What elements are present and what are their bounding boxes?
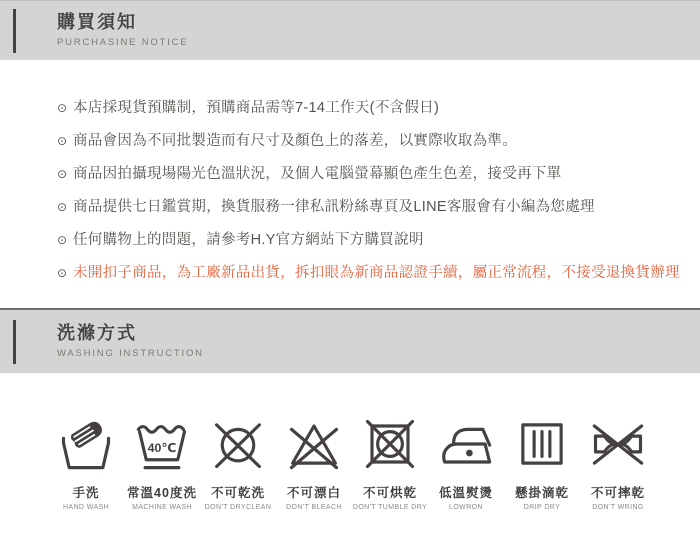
washing-icon-cell-no-tumble-dry bbox=[352, 417, 428, 511]
notice-item bbox=[57, 133, 680, 149]
no-wring-icon bbox=[591, 417, 645, 471]
washing-icon-cell-drip-dry bbox=[504, 417, 580, 511]
hand-wash-icon bbox=[59, 417, 113, 471]
notice-item bbox=[57, 100, 680, 116]
washing-icon-label-en: DON'T BLEACH bbox=[286, 504, 342, 511]
washing-icon-cell-machine-wash bbox=[124, 417, 200, 511]
notice-item bbox=[57, 166, 680, 182]
washing-icon-label-en: LOWRON bbox=[449, 504, 483, 511]
washing-icon-label-en: MACHINE WASH bbox=[132, 504, 192, 511]
washing-instruction-title: 洗滌方式 bbox=[57, 323, 137, 343]
notice-item-text: 商品會因為不同批製造而有尺寸及顏色上的落差，以實際收取為準。 bbox=[73, 133, 517, 149]
washing-icon-label-en: DRIP DRY bbox=[523, 504, 561, 511]
header-accent-bar bbox=[13, 320, 16, 364]
washing-icon-label-zh: 常溫40度洗 bbox=[127, 486, 197, 500]
notice-item-text: 任何購物上的問題，請參考H.Y官方網站下方購買說明 bbox=[73, 232, 424, 248]
washing-icon-label-zh: 不可烘乾 bbox=[362, 486, 417, 500]
bullet-icon: ⊙ bbox=[57, 266, 68, 280]
notice-item-text: 未開扣子商品，為工廠新品出貨，拆扣眼為新商品認證手續，屬正常流程，不接受退換貨辦理 bbox=[73, 265, 680, 281]
washing-icon-cell-low-iron bbox=[428, 417, 504, 511]
washing-icon-label-zh: 不可漂白 bbox=[286, 486, 341, 500]
washing-icon-cell-no-bleach bbox=[276, 417, 352, 511]
header-accent-bar bbox=[13, 9, 16, 53]
notice-item-highlighted bbox=[57, 265, 680, 281]
washing-icon-cell-no-dryclean bbox=[200, 417, 276, 511]
washing-icon-label-en: DON'T DRYCLEAN bbox=[204, 504, 272, 511]
bullet-icon: ⊙ bbox=[57, 233, 68, 247]
notice-item bbox=[57, 232, 680, 248]
bullet-icon: ⊙ bbox=[57, 134, 68, 148]
notice-item-text: 商品因拍攝現場陽光色溫狀況，及個人電腦螢幕顯色產生色差，接受再下單 bbox=[73, 166, 562, 182]
washing-icon-label-zh: 低溫熨燙 bbox=[438, 486, 493, 500]
bullet-icon: ⊙ bbox=[57, 167, 68, 181]
notice-item-text: 本店採現貨預購制，預購商品需等7-14工作天(不含假日) bbox=[73, 100, 440, 116]
machine-wash-temp-label: 40℃ bbox=[147, 440, 177, 455]
purchase-notice-header bbox=[0, 0, 700, 60]
no-tumble-dry-icon bbox=[363, 417, 417, 471]
washing-icon-label-en: DON'T WRING bbox=[592, 504, 644, 511]
notice-item bbox=[57, 199, 680, 215]
purchase-notice-subtitle: PURCHASINE NOTICE bbox=[57, 37, 189, 48]
washing-icon-label-zh: 不可摔乾 bbox=[590, 486, 645, 500]
washing-icon-cell-no-wring bbox=[580, 417, 656, 511]
washing-icon-label-zh: 懸掛滴乾 bbox=[514, 486, 569, 500]
washing-instruction-subtitle: WASHING INSTRUCTION bbox=[57, 348, 204, 359]
washing-instruction-header bbox=[0, 308, 700, 373]
bullet-icon: ⊙ bbox=[57, 200, 68, 214]
purchase-notice-title: 購買須知 bbox=[57, 12, 137, 32]
no-dryclean-icon bbox=[211, 417, 265, 471]
washing-icon-cell-hand-wash bbox=[48, 417, 124, 511]
washing-icon-label-en: DON'T TUMBLE DRY bbox=[352, 504, 428, 511]
washing-icon-label-zh: 手洗 bbox=[72, 486, 100, 500]
bullet-icon: ⊙ bbox=[57, 101, 68, 115]
no-bleach-icon bbox=[287, 417, 341, 471]
machine-wash-icon bbox=[135, 417, 189, 471]
washing-icons-row bbox=[0, 417, 700, 511]
washing-icon-label-en: HAND WASH bbox=[62, 504, 110, 511]
drip-dry-icon bbox=[515, 417, 569, 471]
purchase-notice-list bbox=[0, 100, 700, 281]
notice-item-text: 商品提供七日鑑賞期，換貨服務一律私訊粉絲專頁及LINE客服會有小編為您處理 bbox=[73, 199, 595, 215]
washing-icon-label-zh: 不可乾洗 bbox=[210, 486, 265, 500]
low-iron-icon bbox=[439, 417, 493, 471]
